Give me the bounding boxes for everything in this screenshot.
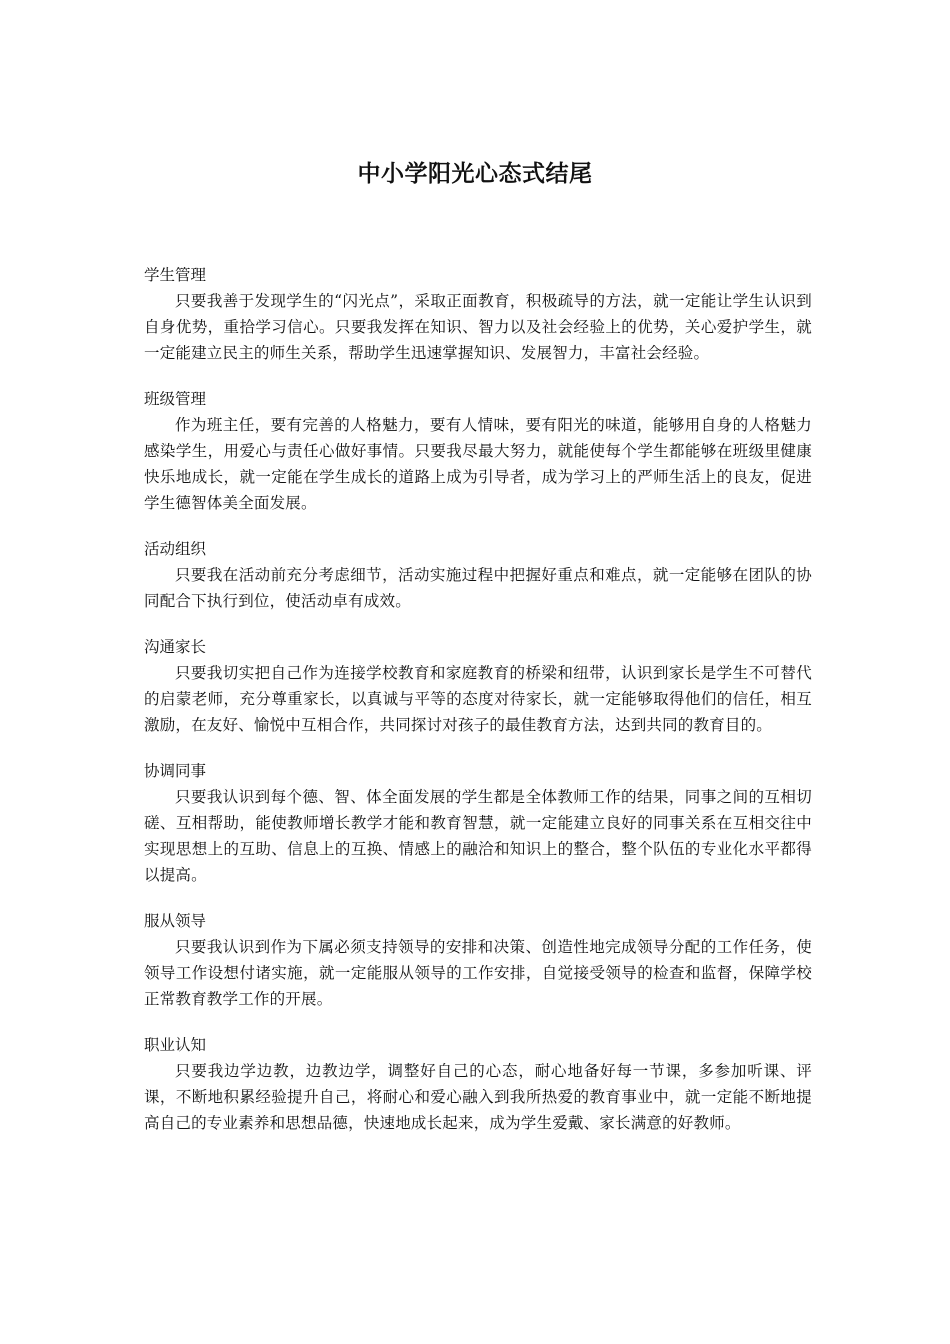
page-title: 中小学阳光心态式结尾 (357, 161, 593, 187)
section-colleague-coordination (144, 758, 812, 888)
section-obey-leadership (144, 908, 812, 1012)
section-professional-cognition (144, 1032, 812, 1136)
section-heading: 协调同事 (144, 762, 207, 780)
document-body (144, 262, 812, 1156)
section-parent-communication (144, 634, 812, 738)
section-paragraph: 只要我认识到每个德、智、体全面发展的学生都是全体教师工作的结果，同事之间的互相切磋、互相帮助，能使教师增长教学才能和教育智慧，就一定能建立良好的同事关系在互相交往中实现思想上的互助、信息上的互换、情感上的融洽和知识上的整合，整个队伍的专业化水平都得以提高。 (144, 788, 812, 884)
section-paragraph: 只要我善于发现学生的“闪光点”，采取正面教育，积极疏导的方法，就一定能让学生认识到自身优势，重拾学习信心。只要我发挥在知识、智力以及社会经验上的优势，关心爱护学生，就一定能建立民主的师生关系，帮助学生迅速掌握知识、发展智力，丰富社会经验。 (144, 292, 812, 362)
section-paragraph: 作为班主任，要有完善的人格魅力，要有人情味，要有阳光的味道，能够用自身的人格魅力感染学生，用爱心与责任心做好事情。只要我尽最大努力，就能使每个学生都能够在班级里健康快乐地成长，就一定能在学生成长的道路上成为引导者，成为学习上的严师生活上的良友，促进学生德智体美全面发展。 (144, 416, 812, 512)
section-activity-organization (144, 536, 812, 614)
section-heading: 班级管理 (144, 390, 207, 408)
section-paragraph: 只要我切实把自己作为连接学校教育和家庭教育的桥梁和纽带，认识到家长是学生不可替代的启蒙老师，充分尊重家长，以真诚与平等的态度对待家长，就一定能够取得他们的信任，相互激励，在友好、愉悦中互相合作，共同探讨对孩子的最佳教育方法，达到共同的教育目的。 (144, 664, 812, 734)
section-heading: 活动组织 (144, 540, 207, 558)
section-paragraph: 只要我边学边教，边教边学，调整好自己的心态，耐心地备好每一节课，多参加听课、评课，不断地积累经验提升自己，将耐心和爱心融入到我所热爱的教育事业中，就一定能不断地提高自己的专业素养和思想品德，快速地成长起来，成为学生爱戴、家长满意的好教师。 (144, 1062, 812, 1132)
section-heading: 学生管理 (144, 266, 207, 284)
section-heading: 沟通家长 (144, 638, 207, 656)
section-paragraph: 只要我在活动前充分考虑细节，活动实施过程中把握好重点和难点，就一定能够在团队的协同配合下执行到位，使活动卓有成效。 (144, 566, 812, 610)
section-heading: 服从领导 (144, 912, 207, 930)
section-paragraph: 只要我认识到作为下属必须支持领导的安排和决策、创造性地完成领导分配的工作任务，使领导工作设想付诸实施，就一定能服从领导的工作安排，自觉接受领导的检查和监督，保障学校正常教育教学工作的开展。 (144, 938, 812, 1008)
section-class-management (144, 386, 812, 516)
section-student-management (144, 262, 812, 366)
section-heading: 职业认知 (144, 1036, 207, 1054)
